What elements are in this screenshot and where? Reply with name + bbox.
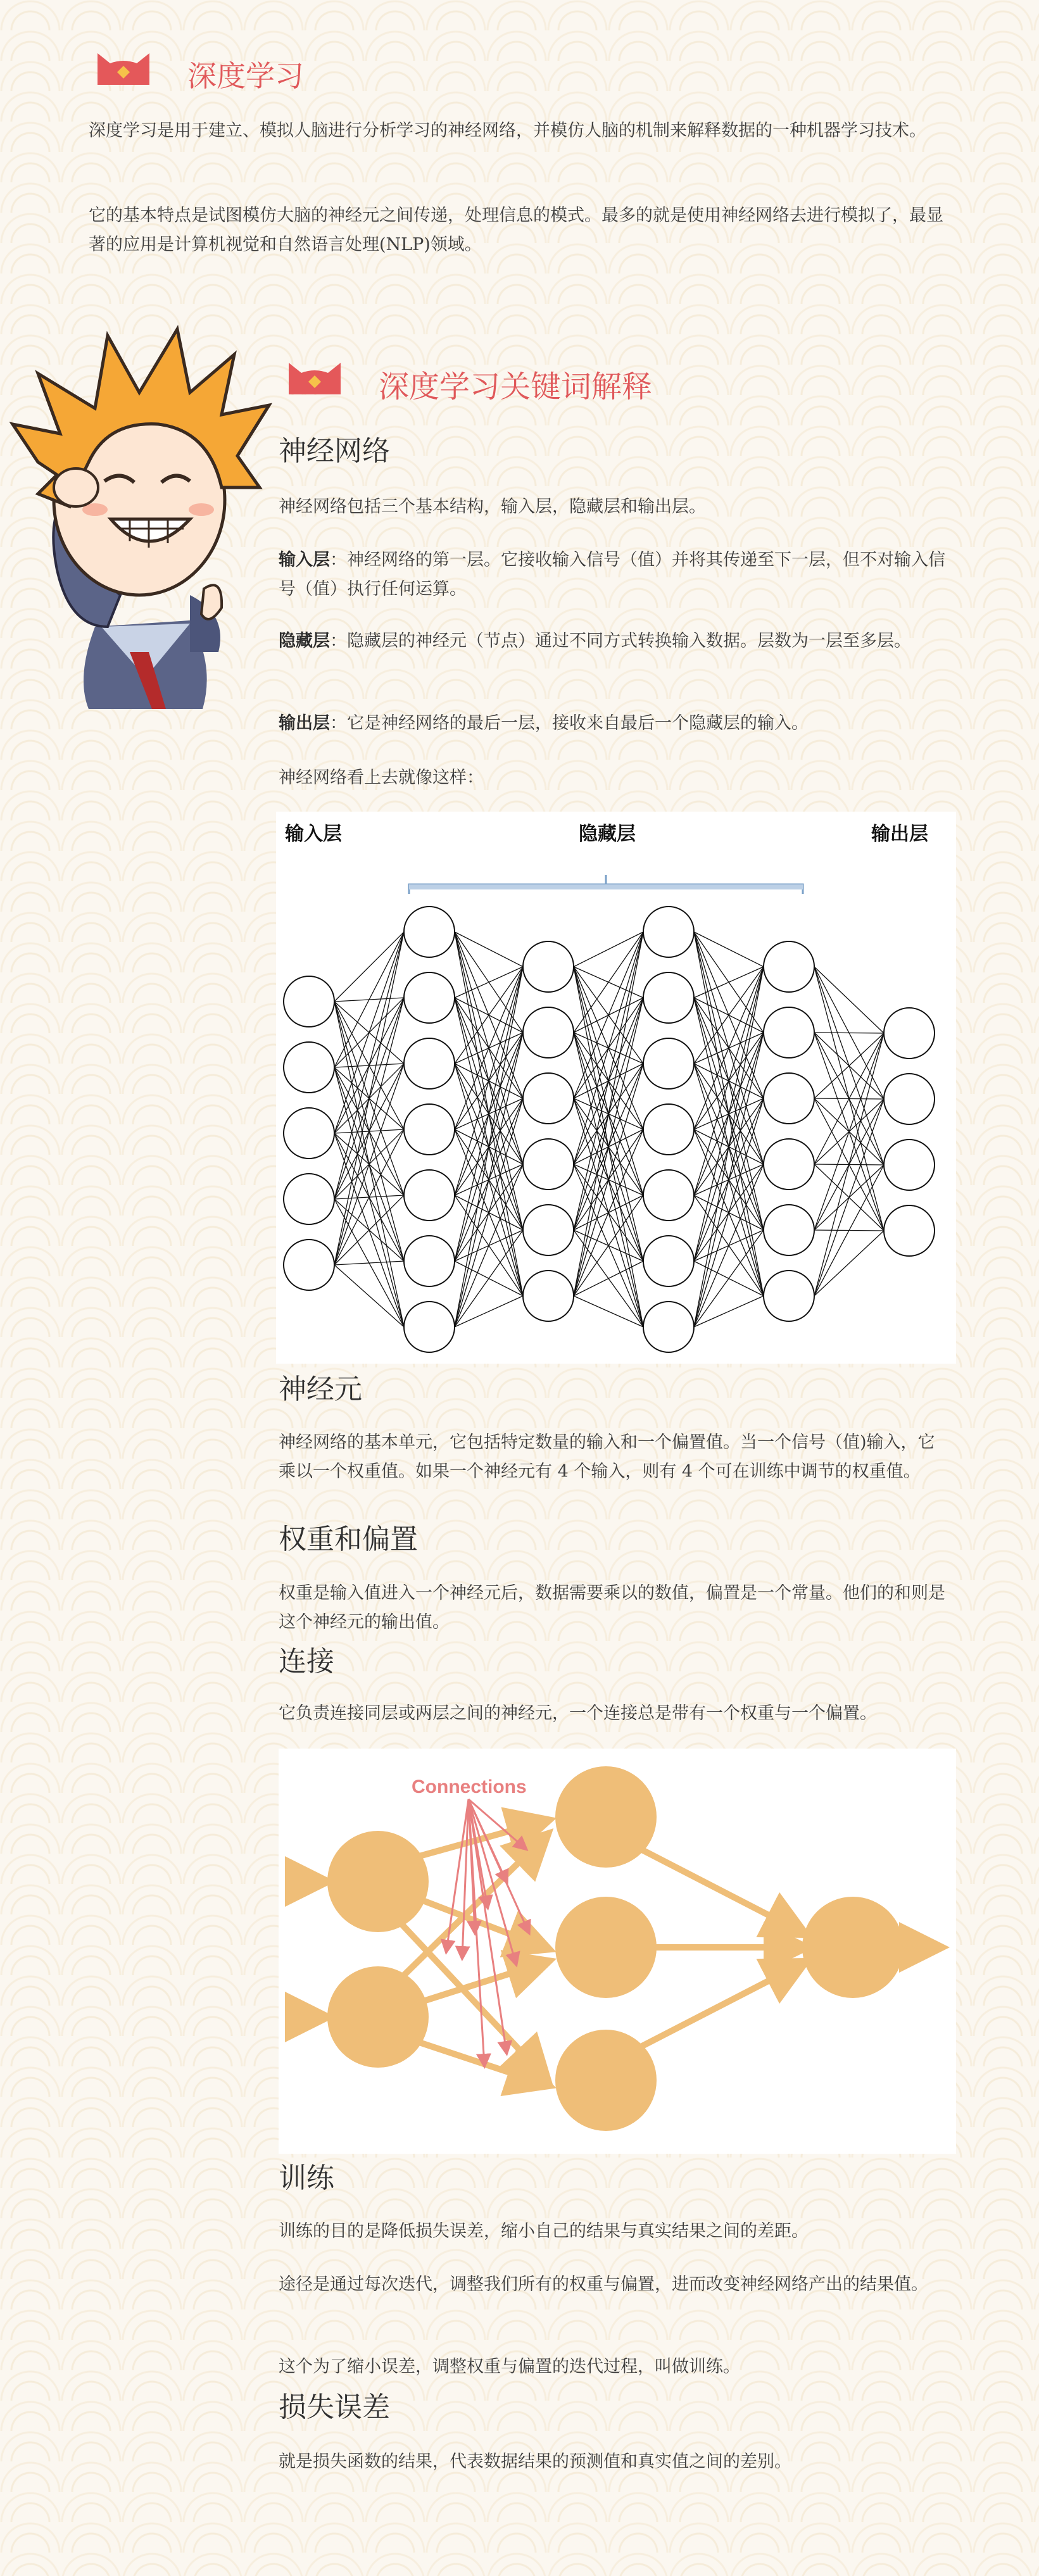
heading-training: 训练 xyxy=(279,2162,334,2194)
nn-node xyxy=(284,1042,334,1093)
heading-neuron: 神经元 xyxy=(279,1373,362,1405)
nn-node xyxy=(643,1236,694,1286)
nn-connection-line xyxy=(574,1296,643,1327)
nn-node xyxy=(404,1038,455,1089)
term-input-layer: 输入层 xyxy=(279,550,330,570)
nn-connection-line xyxy=(694,1296,764,1327)
nn-connection-line xyxy=(694,967,764,1195)
connections-label: Connections xyxy=(412,1776,527,1797)
nn-connection-line xyxy=(814,1231,884,1296)
training-p3: 这个为了缩小误差，调整权重与偏置的迭代过程，叫做训练。 xyxy=(279,2357,740,2377)
nn-node xyxy=(764,1205,814,1255)
nn-node xyxy=(523,1007,574,1058)
nn-node xyxy=(764,941,814,992)
nn-connection-line xyxy=(574,932,643,1230)
label-output-layer: 输出层 xyxy=(871,823,928,845)
nn-connection-line xyxy=(574,932,643,1296)
nn-connection-line xyxy=(574,932,643,1164)
nn-node xyxy=(884,1140,935,1190)
training-p2: 途径是通过每次迭代，调整我们所有的权重与偏置，进而改变神经网络产出的结果值。 xyxy=(279,2275,928,2294)
nn-connection-line xyxy=(694,967,764,998)
nn-connection-line xyxy=(334,1064,404,1265)
nn-connection-line xyxy=(334,1265,404,1327)
nn-node xyxy=(523,1073,574,1124)
intro-paragraph-1: 深度学习是用于建立、模拟人脑进行分析学习的神经网络，并模仿人脑的机制来解释数据的一种机器学习技术。 xyxy=(89,121,926,141)
heading-loss-error: 损失误差 xyxy=(279,2391,390,2423)
nn-connection-line xyxy=(694,1164,764,1327)
nn-node xyxy=(643,972,694,1023)
nn-connection-line xyxy=(574,1261,643,1296)
nn-node xyxy=(884,1074,935,1124)
nn-node xyxy=(523,941,574,992)
nn-connection-line xyxy=(694,967,764,1261)
weights-desc: 权重是输入值进入一个神经元后，数据需要乘以的数值，偏置是一个常量。他们的和则是这个神经元的输出值。 xyxy=(279,1583,945,1632)
nn-node xyxy=(404,972,455,1023)
nn-connection-line xyxy=(334,932,404,1265)
hidden-layer-text: ：隐藏层的神经元（节点）通过不同方式转换输入数据。层数为一层至多层。 xyxy=(330,631,911,651)
nn-node xyxy=(643,1038,694,1089)
nn-node xyxy=(404,1236,455,1286)
nn-connection-line xyxy=(334,1261,404,1265)
term-hidden-layer: 隐藏层 xyxy=(279,631,330,651)
nn-node xyxy=(404,1104,455,1155)
nn-connection-line xyxy=(574,932,643,1033)
neural-network-figure xyxy=(276,812,956,1364)
label-input-layer: 输入层 xyxy=(285,823,342,845)
nn-connection-line xyxy=(334,998,404,1265)
nn-connection-line xyxy=(455,967,523,998)
neuron-desc: 神经网络的基本单元，它包括特定数量的输入和一个偏置值。当一个信号（值)输入，它乘以一个权重值。如果一个神经元有 4 个输入，则有 4 个可在训练中调节的权重值。 xyxy=(279,1433,935,1481)
nn-connection-line xyxy=(455,967,523,1261)
section-title-deep-learning: 深度学习 xyxy=(187,59,304,93)
nn-connection-line xyxy=(334,932,404,1002)
connections-diagram xyxy=(279,1749,956,2154)
term-output-layer: 输出层 xyxy=(279,713,330,733)
nn-connection-line xyxy=(694,1033,764,1327)
section-title-keywords: 深度学习关键词解释 xyxy=(379,369,653,405)
loss-desc: 就是损失函数的结果，代表数据结果的预测值和真实值之间的差别。 xyxy=(279,2452,791,2472)
heading-neural-network: 神经网络 xyxy=(279,435,390,467)
nn-node xyxy=(523,1205,574,1255)
cat-ear-icon xyxy=(95,48,152,86)
nn-connection-line xyxy=(574,932,643,1098)
connections-figure xyxy=(279,1749,956,2154)
nn-connection-line xyxy=(814,1099,884,1296)
cat-ear-icon-2 xyxy=(286,358,343,396)
nn-input-layer-desc xyxy=(279,546,950,604)
heading-connection: 连接 xyxy=(279,1645,334,1678)
nn-node xyxy=(404,1170,455,1221)
nn-hidden-layer-desc xyxy=(279,627,950,656)
nn-node xyxy=(884,1205,935,1256)
nn-node xyxy=(523,1271,574,1321)
nn-node xyxy=(523,1139,574,1190)
nn-node xyxy=(284,1108,334,1159)
nn-output-layer-desc xyxy=(279,709,950,738)
nn-node xyxy=(284,1240,334,1290)
nn-connection-line xyxy=(455,932,523,967)
nn-connection-line xyxy=(814,967,884,1033)
nn-connection-line xyxy=(334,1129,404,1265)
nn-node xyxy=(404,1302,455,1352)
nn-connection-line xyxy=(455,967,523,1129)
nn-connection-line xyxy=(574,1195,643,1296)
nn-looks-like: 神经网络看上去就像这样： xyxy=(279,768,484,788)
nn-node xyxy=(643,1104,694,1155)
nn-connection-line xyxy=(574,1064,643,1296)
nn-connection-line xyxy=(455,967,523,1327)
nn-connection-line xyxy=(455,1164,523,1327)
intro-paragraph-2: 它的基本特点是试图模仿大脑的神经元之间传递，处理信息的模式。最多的就是使用神经网络去进行模拟了，最显著的应用是计算机视觉和自然语言处理(NLP)领域。 xyxy=(89,206,943,254)
nn-connection-line xyxy=(334,932,404,1133)
nn-node xyxy=(404,907,455,957)
nn-node xyxy=(764,1271,814,1321)
nn-node xyxy=(284,1174,334,1224)
heading-weights-bias: 权重和偏置 xyxy=(279,1523,418,1555)
neural-network-diagram xyxy=(276,812,956,1364)
nn-node xyxy=(643,1170,694,1221)
nn-connection-line xyxy=(574,998,643,1296)
nn-connection-line xyxy=(694,967,764,1327)
nn-connection-line xyxy=(455,967,523,1195)
nn-connection-line xyxy=(455,1296,523,1327)
nn-node xyxy=(764,1073,814,1124)
nn-connection-line xyxy=(694,967,764,1129)
nn-intro: 神经网络包括三个基本结构，输入层，隐藏层和输出层。 xyxy=(279,497,706,517)
training-p1: 训练的目的是降低损失误差，缩小自己的结果与真实结果之间的差距。 xyxy=(279,2221,809,2241)
nn-connection-line xyxy=(694,1098,764,1327)
label-hidden-layer: 隐藏层 xyxy=(579,823,636,845)
nn-connection-line xyxy=(334,932,404,1067)
nn-node xyxy=(764,1007,814,1058)
cartoon-boy-illustration xyxy=(0,298,272,715)
nn-connection-line xyxy=(455,1033,523,1327)
input-layer-text: ：神经网络的第一层。它接收输入信号（值）并将其传递至下一层，但不对输入信号（值）执行任何运算。 xyxy=(279,550,945,599)
output-layer-text: ：它是神经网络的最后一层，接收来自最后一个隐藏层的输入。 xyxy=(330,713,809,733)
nn-node xyxy=(284,976,334,1027)
nn-connection-line xyxy=(334,1195,404,1265)
nn-node xyxy=(764,1139,814,1190)
connection-desc: 它负责连接同层或两层之间的神经元，一个连接总是带有一个权重与一个偏置。 xyxy=(279,1704,877,1723)
nn-connection-line xyxy=(694,932,764,967)
nn-connection-line xyxy=(455,1098,523,1327)
nn-connection-line xyxy=(334,932,404,1199)
nn-node xyxy=(643,907,694,957)
nn-node xyxy=(643,1302,694,1352)
nn-connection-line xyxy=(574,932,643,967)
nn-node xyxy=(884,1008,935,1059)
